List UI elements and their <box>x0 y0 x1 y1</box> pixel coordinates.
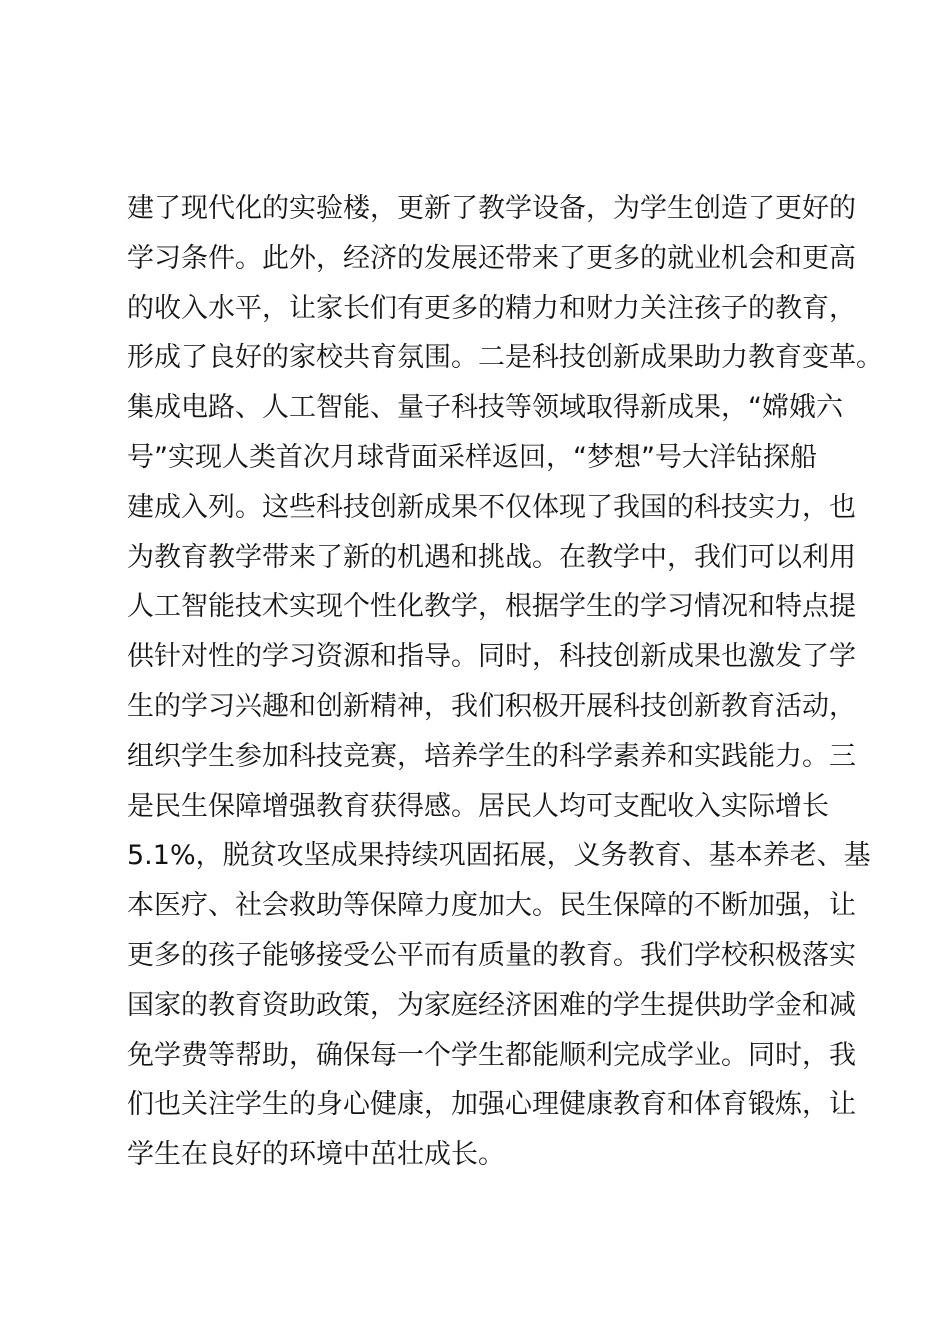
text-line: 供针对性的学习资源和指导。同时，科技创新成果也激发了学 <box>127 641 856 673</box>
text-line: 更多的孩子能够接受公平而有质量的教育。我们学校积极落实 <box>127 939 856 971</box>
text-line: 号”实现人类首次月球背面采样返回，“梦想”号大洋钻探船 <box>127 441 817 473</box>
text-line: 国家的教育资助政策，为家庭经济困难的学生提供助学金和减 <box>127 989 856 1021</box>
text-line: 建了现代化的实验楼，更新了教学设备，为学生创造了更好的 <box>127 193 856 224</box>
text-line: 学习条件。此外，经济的发展还带来了更多的就业机会和更高 <box>127 242 856 274</box>
text-line: 的收入水平，让家长们有更多的精力和财力关注孩子的教育， <box>127 292 856 324</box>
text-line: 学生在良好的环境中茁壮成长。 <box>127 1139 505 1171</box>
text-line: 组织学生参加科技竞赛，培养学生的科学素养和实践能力。三 <box>127 740 856 772</box>
text-line: 集成电路、人工智能、量子科技等领域取得新成果，“嫦娥六 <box>127 392 843 424</box>
body-paragraph <box>127 184 883 1180</box>
text-line: 形成了良好的家校共育氛围。二是科技创新成果助力教育变革。 <box>127 342 883 374</box>
text-line: 建成入列。这些科技创新成果不仅体现了我国的科技实力，也 <box>127 491 856 523</box>
text-line: 生的学习兴趣和创新精神，我们积极开展科技创新教育活动， <box>127 690 856 722</box>
text-line: 5.1%，脱贫攻坚成果持续巩固拓展，义务教育、基本养老、基 <box>127 840 871 872</box>
text-line: 人工智能技术实现个性化教学，根据学生的学习情况和特点提 <box>127 591 856 623</box>
text-line: 本医疗、社会救助等保障力度加大。民生保障的不断加强，让 <box>127 890 856 922</box>
text-line: 是民生保障增强教育获得感。居民人均可支配收入实际增长 <box>127 790 829 822</box>
text-line: 免学费等帮助，确保每一个学生都能顺利完成学业。同时，我 <box>127 1039 856 1071</box>
text-line: 为教育教学带来了新的机遇和挑战。在教学中，我们可以利用 <box>127 541 856 573</box>
text-line: 们也关注学生的身心健康，加强心理健康教育和体育锻炼，让 <box>127 1089 856 1121</box>
